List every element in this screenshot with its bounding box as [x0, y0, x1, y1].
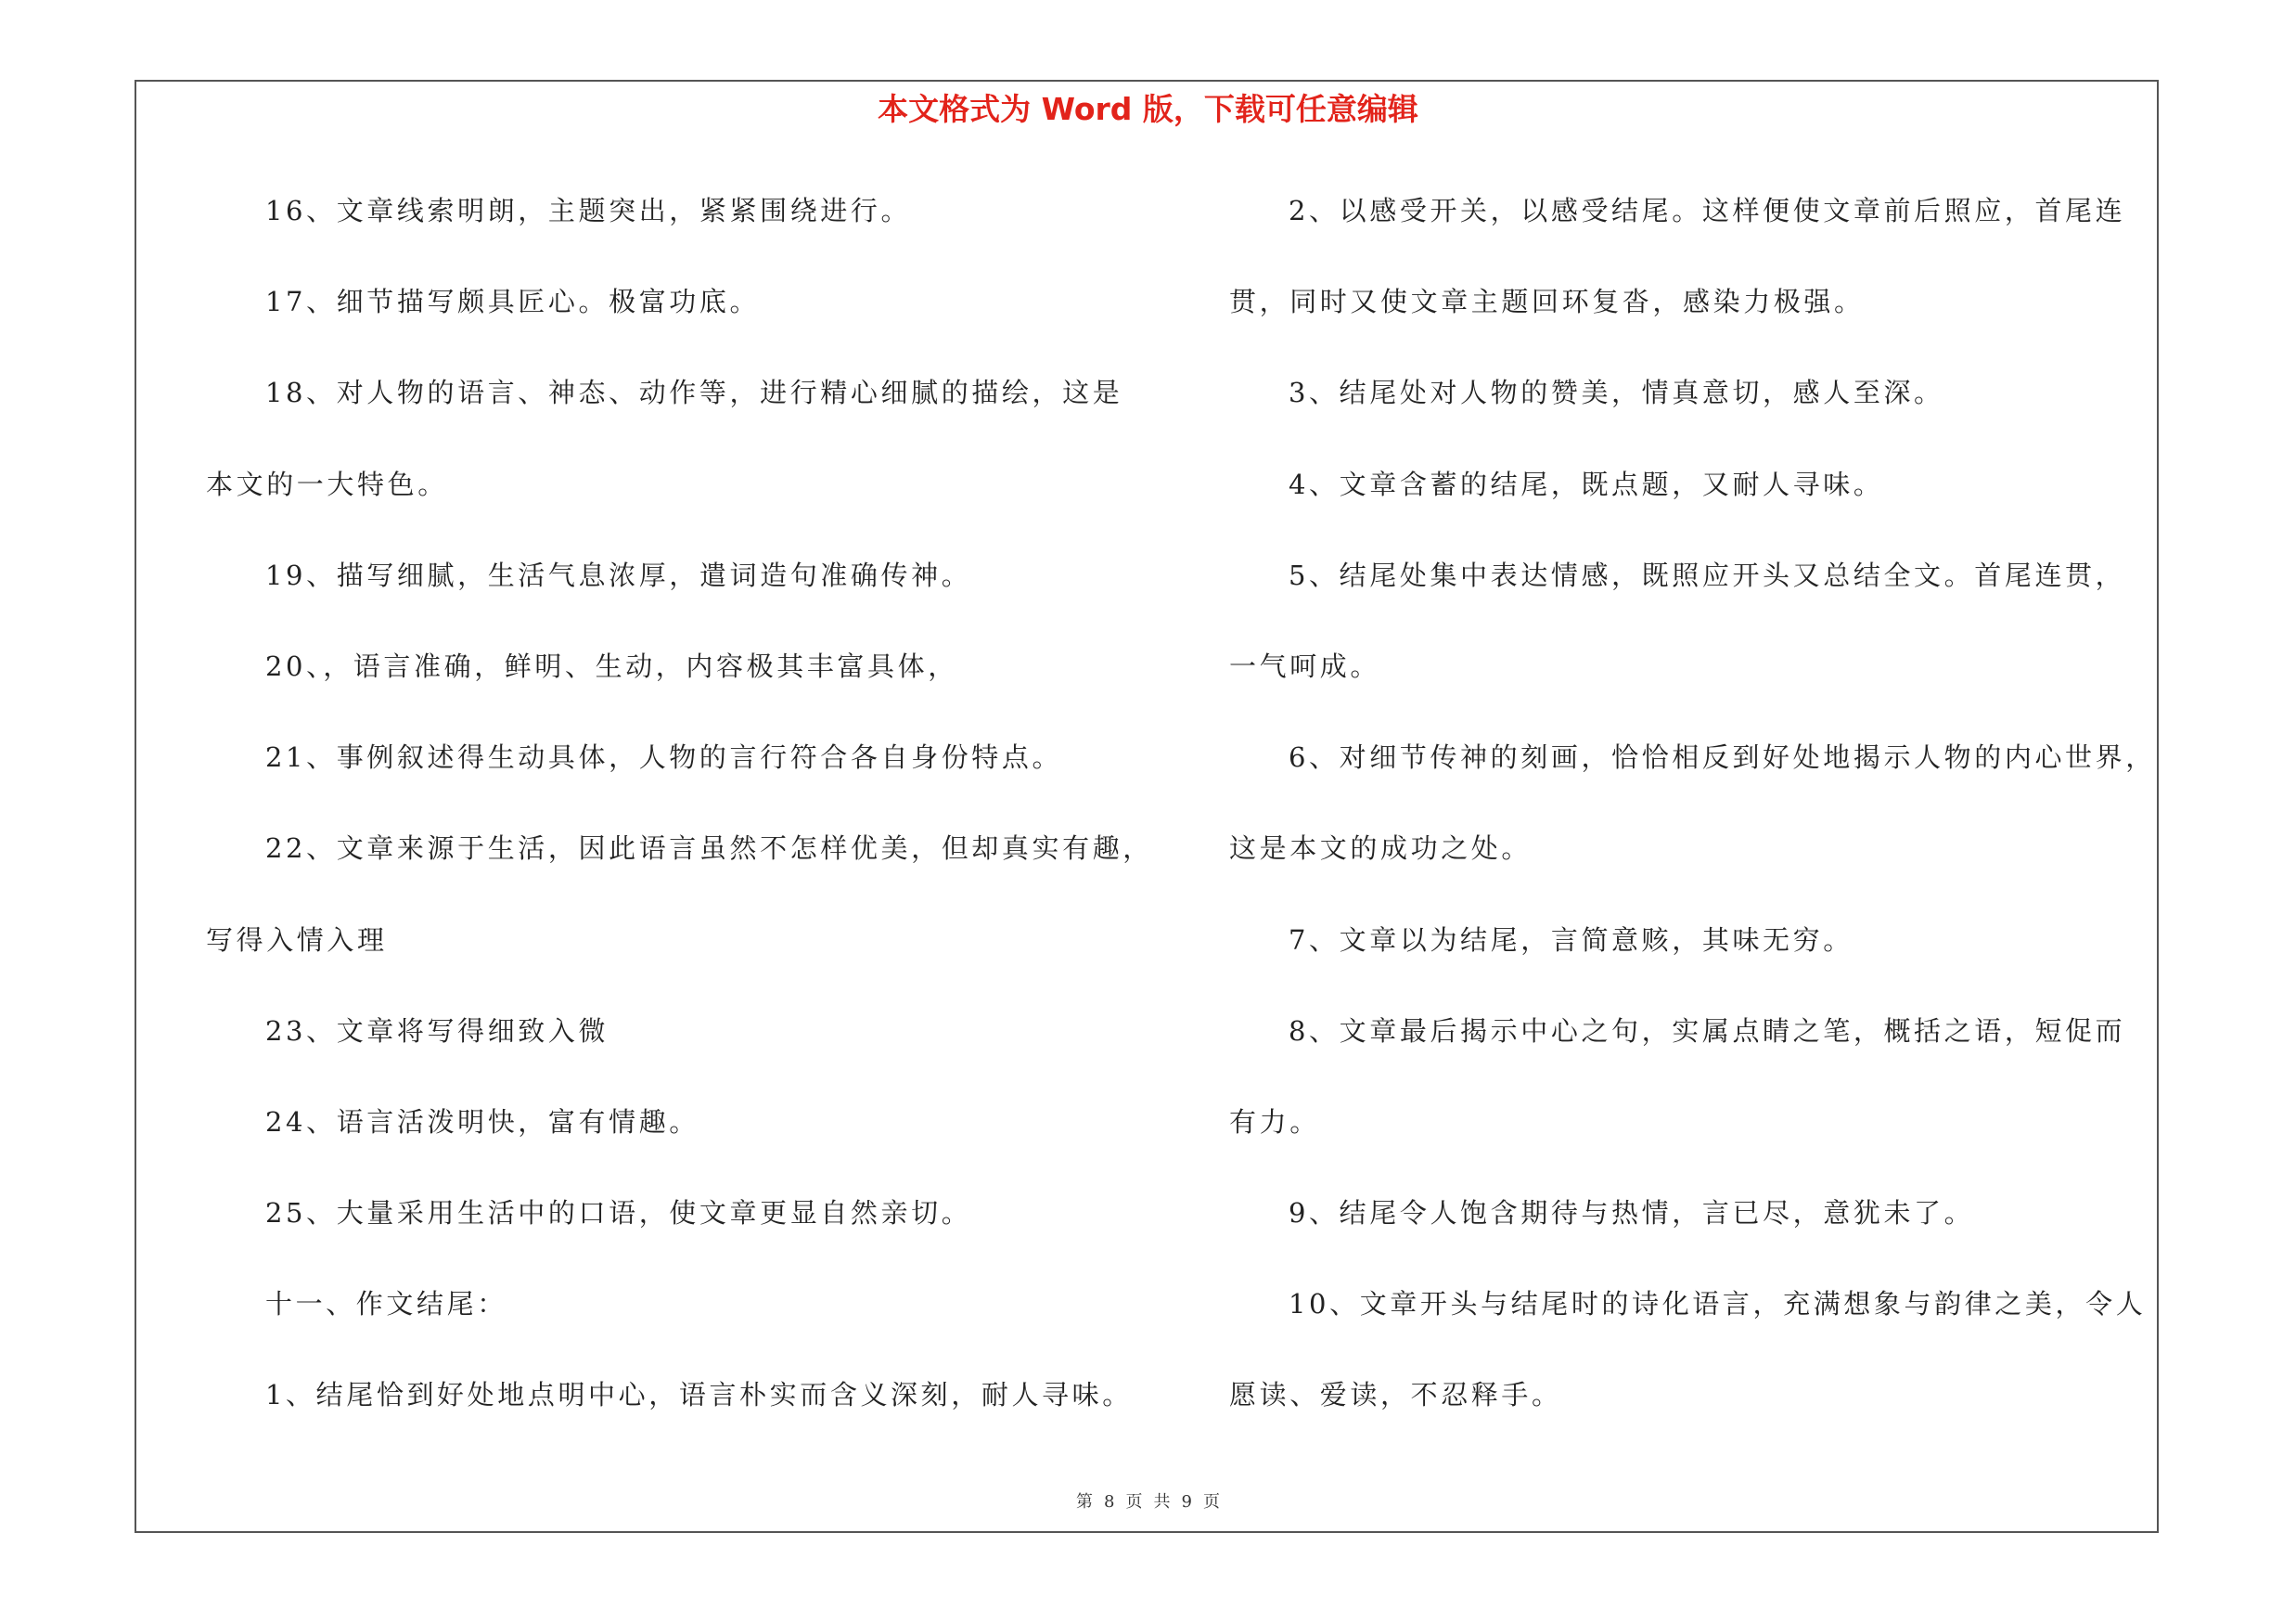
paragraph-line: 本文的一大特色。 [206, 468, 448, 500]
paragraph-line: 有力。 [1229, 1105, 1320, 1138]
paragraph-line: 3、结尾处对人物的赞美，情真意切，感人至深。 [1289, 377, 1944, 409]
footer-suffix: 页 [1202, 1492, 1220, 1512]
paragraph-line: 愿读、爱读，不忍释手。 [1229, 1379, 1562, 1411]
footer-current-page: 8 [1104, 1492, 1115, 1512]
paragraph-line: 写得入情入理 [206, 923, 388, 956]
paragraph-line: 8、文章最后揭示中心之句，实属点睛之笔，概括之语，短促而 [1289, 1014, 2126, 1047]
paragraph-line: 6、对细节传神的刻画，恰恰相反到好处地揭示人物的内心世界， [1289, 741, 2156, 774]
footer-prefix: 第 [1076, 1492, 1094, 1512]
page-number-footer [0, 1490, 2296, 1514]
paragraph-line: 24、语言活泼明快，富有情趣。 [265, 1105, 699, 1138]
right-column [1229, 183, 2157, 1459]
paragraph-line: 2、以感受开关，以感受结尾。这样便使文章前后照应，首尾连 [1289, 195, 2126, 226]
section-heading: 十一、作文结尾： [265, 1288, 507, 1320]
paragraph-line: 7、文章以为结尾，言简意赅，其味无穷。 [1289, 923, 1853, 956]
paragraph-line: 5、结尾处集中表达情感，既照应开头又总结全文。首尾连贯， [1289, 559, 2126, 591]
paragraph-line: 21、事例叙述得生动具体，人物的言行符合各自身份特点。 [265, 741, 1063, 774]
header-banner: 本文格式为 Word 版，下载可任意编辑 [878, 91, 1418, 127]
paragraph-line: 贯，同时又使文章主题回环复沓，感染力极强。 [1229, 286, 1865, 318]
footer-mid1: 页 [1125, 1492, 1143, 1512]
left-column [206, 183, 1152, 1459]
footer-mid2: 共 [1153, 1492, 1171, 1512]
paragraph-line: 18、对人物的语言、神态、动作等，进行精心细腻的描绘，这是 [265, 377, 1123, 409]
paragraph-line: 9、结尾令人饱含期待与热情，言已尽，意犹未了。 [1289, 1197, 1975, 1230]
paragraph-line: 这是本文的成功之处。 [1229, 832, 1533, 865]
paragraph-line: 20、，语言准确，鲜明、生动，内容极其丰富具体， [265, 650, 958, 682]
paragraph-line: 4、文章含蓄的结尾，既点题，又耐人寻味。 [1289, 468, 1884, 500]
paragraph-line: 1、结尾恰到好处地点明中心，语言朴实而含义深刻，耐人寻味。 [265, 1379, 1133, 1411]
footer-total-pages: 9 [1181, 1492, 1192, 1512]
paragraph-line: 19、描写细腻，生活气息浓厚，遣词造句准确传神。 [265, 559, 972, 591]
paragraph-line: 25、大量采用生活中的口语，使文章更显自然亲切。 [265, 1197, 972, 1230]
paragraph-line: 22、文章来源于生活，因此语言虽然不怎样优美，但却真实有趣， [265, 832, 1153, 865]
paragraph-line: 10、文章开头与结尾时的诗化语言，充满想象与韵律之美，令人 [1289, 1288, 2147, 1320]
paragraph-line: 16、文章线索明朗，主题突出，紧紧围绕进行。 [265, 195, 912, 226]
paragraph-line: 一气呵成。 [1229, 650, 1381, 682]
paragraph-line: 23、文章将写得细致入微 [265, 1014, 609, 1047]
paragraph-line: 17、细节描写颇具匠心。极富功底。 [265, 286, 761, 318]
